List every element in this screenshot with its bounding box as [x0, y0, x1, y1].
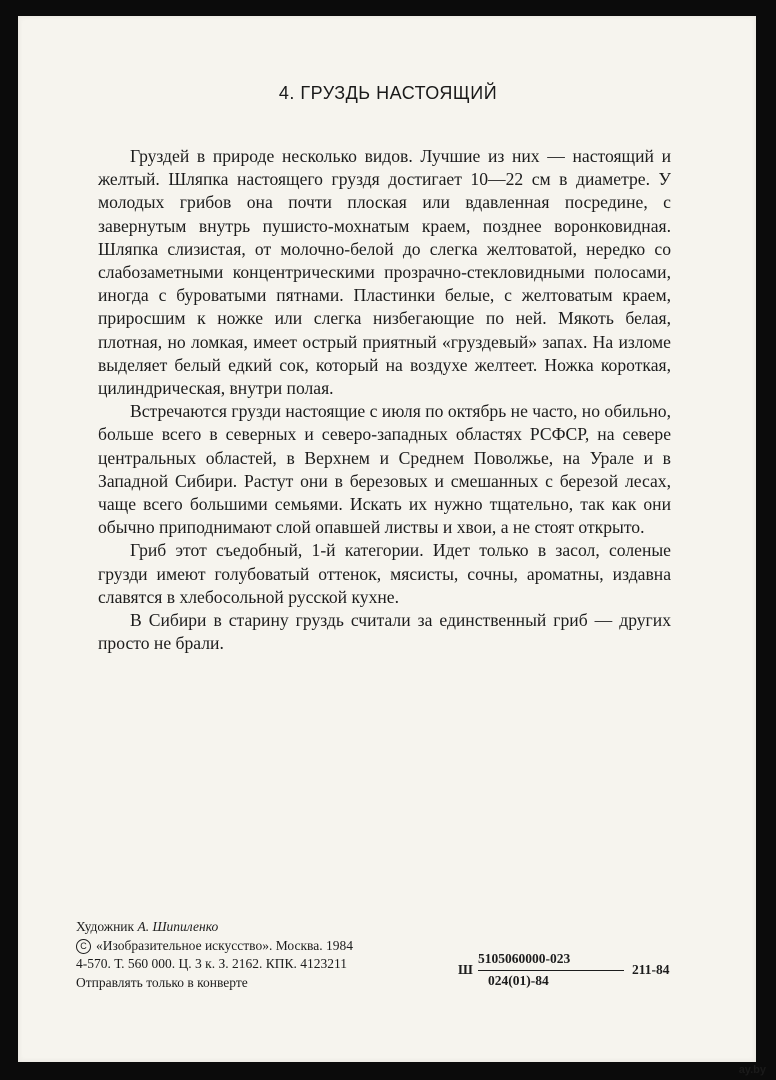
description-text: [98, 145, 671, 655]
site-watermark: ay.by: [738, 1064, 766, 1076]
copyright-icon: C: [76, 939, 91, 954]
paragraph-2: Встречаются грузди настоящие с июля по октябрь не часто, но обильно, больше всего в северных и северо-западных областях РСФСР, на севере центральных областей, в Верхнем и Среднем Поволжье, на Урале и в Западной Сибири. Растут они в березовых и смешанных с березой лесах, чаще всего большими семьями. Искать их нужно тщательно, так как они обычно приподнимают слой опавшей листвы и хвои, а не стоят открыто.: [98, 401, 671, 538]
index-letter: Ш: [458, 962, 473, 977]
index-denominator: 024(01)-84: [488, 973, 549, 988]
publisher: «Изобразительное искусство». Москва. 1984: [96, 937, 353, 953]
artist-name: А. Шипиленко: [137, 919, 219, 934]
paragraph-1: Груздей в природе несколько видов. Лучшие из них — настоящий и желтый. Шляпка настоящего груздя достигает 10—22 см в диаметре. У молодых грибов она почти плоская или вдавленная посредине, с завернутым внутрь пушисто-мохнатым краем, позднее воронковидная. Шляпка слизистая, от молочно-белой до слегка желтоватой, нередко со слабозаметными концентрическими прозрачно-стекловидными полосами, иногда с буроватыми пятнами. Пластинки белые, с желтоватым краем, приросшим к ножке или слегка низбегающие по ней. Мякоть белая, плотная, но ломкая, имеет острый приятный «груздевый» запах. На изломе выделяет белый едкий сок, который на воздухе желтеет. Ножка короткая, цилиндрическая, внутри полая.: [98, 146, 671, 399]
artist-label: Художник: [76, 919, 135, 934]
publisher-line: [76, 937, 353, 956]
index-numerator: 5105060000-023: [478, 951, 571, 966]
mail-note: Отправлять только в конверте: [76, 974, 248, 990]
paragraph-4: В Сибири в старину груздь считали за единственный гриб — других просто не брали.: [98, 610, 671, 654]
index-year: 211-84: [632, 962, 670, 977]
fraction-line: [478, 970, 624, 971]
page-title: 4. ГРУЗДЬ НАСТОЯЩИЙ: [278, 83, 498, 103]
artist-line: [76, 918, 353, 937]
credits-block: [76, 918, 353, 992]
print-info: 4-570. Т. 560 000. Ц. 3 к. З. 2162. КПК. 4123211: [76, 956, 347, 972]
paragraph-3: Гриб этот съедобный, 1-й категории. Идет только в засол, соленые грузди имеют голубоватый оттенок, мясисты, сочны, ароматны, издавна славятся в хлебосольной русской кухне.: [98, 540, 671, 607]
